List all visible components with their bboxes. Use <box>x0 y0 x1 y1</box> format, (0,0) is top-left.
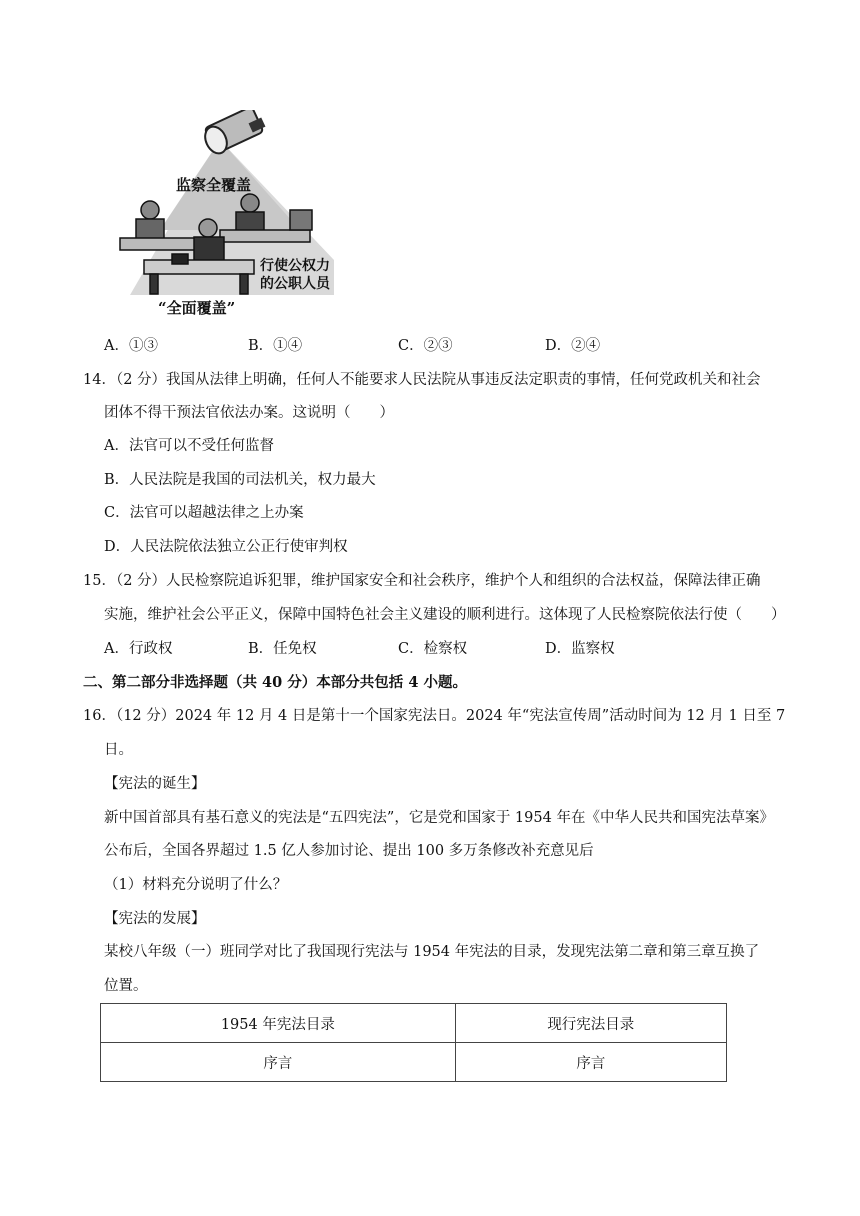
q16-material-line2: 公布后，全国各界超过 1.5 亿人参加讨论、提出 100 多万条修改补充意见后 <box>104 843 594 859</box>
svg-text:监察全覆盖: 监察全覆盖 <box>176 176 252 194</box>
q13-option-b: B．①④ <box>248 338 303 354</box>
constitution-toc-table <box>100 1003 727 1082</box>
table-header-current: 现行宪法目录 <box>455 1004 726 1043</box>
q15-stem-line1: 15．（2 分）人民检察院追诉犯罪，维护国家安全和社会秩序，维护个人和组织的合法权益，保障法律正确 <box>83 573 761 589</box>
table-header-1954: 1954 年宪法目录 <box>101 1004 456 1043</box>
svg-text:的公职人员: 的公职人员 <box>260 276 330 292</box>
table-cell: 序言 <box>101 1043 456 1082</box>
q16-material2-line2: 位置。 <box>104 978 148 994</box>
table-header-row <box>101 1004 727 1043</box>
table-row <box>101 1043 727 1082</box>
q16-stem-line1: 16．（12 分）2024 年 12 月 4 日是第十一个国家宪法日。2024 年“宪法宣传周”活动时间为 12 月 1 日至 7 <box>83 708 786 724</box>
q14-option-c: C．法官可以超越法律之上办案 <box>104 505 304 521</box>
q16-stem-line2: 日。 <box>104 742 133 758</box>
q16-subsection-title-birth: 【宪法的诞生】 <box>104 776 206 792</box>
q13-option-c: C．②③ <box>398 338 453 354</box>
q13-option-a: A．①③ <box>104 338 158 354</box>
q14-option-d: D．人民法院依法独立公正行使审判权 <box>104 539 348 555</box>
q14-stem-line2: 团体不得干预法官依法办案。这说明（ ） <box>104 405 394 421</box>
q16-material-line1: 新中国首部具有基石意义的宪法是“五四宪法”，它是党和国家于 1954 年在《中华人民共和国宪法草案》 <box>104 810 774 826</box>
q16-material2-line1: 某校八年级（一）班同学对比了我国现行宪法与 1954 年宪法的目录，发现宪法第二章和第三章互换了 <box>104 944 760 960</box>
q15-stem-line2: 实施，维护社会公平正义，保障中国特色社会主义建设的顺利进行。这体现了人民检察院依法行使（ ） <box>104 607 786 623</box>
q16-subsection-title-development: 【宪法的发展】 <box>104 911 206 927</box>
q14-option-b: B．人民法院是我国的司法机关，权力最大 <box>104 472 376 488</box>
q15-option-d: D．监察权 <box>545 641 615 657</box>
q13-option-d: D．②④ <box>545 338 601 354</box>
svg-text:行使公权力: 行使公权力 <box>260 258 330 274</box>
q16-question-1: （1）材料充分说明了什么？ <box>104 877 288 893</box>
q15-option-c: C．检察权 <box>398 641 468 657</box>
svg-text:“全面覆盖”: “全面覆盖” <box>158 299 236 317</box>
q15-option-b: B．任免权 <box>248 641 317 657</box>
supervision-cartoon-image <box>100 110 334 320</box>
section-heading: 二、第二部分非选择题（共 40 分）本部分共包括 4 小题。 <box>83 674 467 691</box>
q14-option-a: A．法官可以不受任何监督 <box>104 438 274 454</box>
table-cell: 序言 <box>455 1043 726 1082</box>
q14-stem-line1: 14．（2 分）我国从法律上明确，任何人不能要求人民法院从事违反法定职责的事情，任何党政机关和社会 <box>83 372 761 388</box>
q15-option-a: A．行政权 <box>104 641 173 657</box>
